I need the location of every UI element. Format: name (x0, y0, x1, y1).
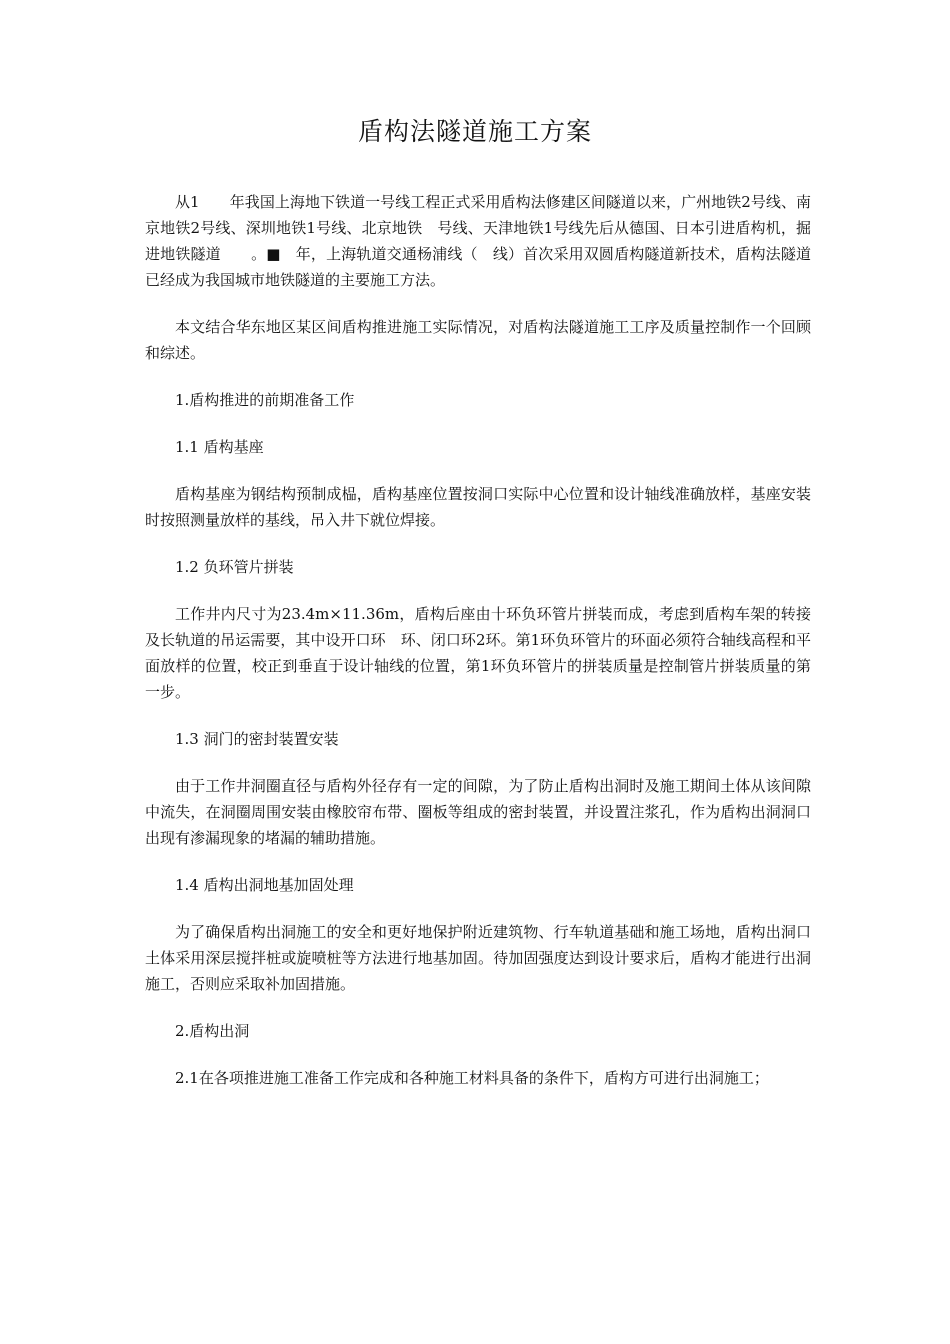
paragraph-2-1: 2.1在各项推进施工准备工作完成和各种施工材料具备的条件下，盾构方可进行出洞施工； (175, 1069, 769, 1087)
paragraph-1-1: 盾构基座为钢结构预制成榀，盾构基座位置按洞口实际中心位置和设计轴线准确放样，基座安装时按照测量放样的基线，吊入井下就位焊接。 (145, 485, 811, 529)
subsection-heading-1-1: 1.1 盾构基座 (175, 438, 264, 456)
document-title: 盾构法隧道施工方案 (357, 117, 592, 146)
subsection-heading-1-2: 1.2 负环管片拼装 (175, 558, 294, 576)
paragraph-1-4: 为了确保盾构出洞施工的安全和更好地保护附近建筑物、行车轨道基础和施工场地，盾构出洞口土体采用深层搅拌桩或旋喷桩等方法进行地基加固。待加固强度达到设计要求后，盾构才能进行出洞施工，否则应采取补加固措施。 (145, 923, 811, 993)
subsection-heading-1-3: 1.3 洞门的密封装置安装 (175, 730, 339, 748)
intro-paragraph: 从1 年我国上海地下铁道一号线工程正式采用盾构法修建区间隧道以来，广州地铁2号线、南京地铁2号线、深圳地铁1号线、北京地铁 号线、天津地铁1号线先后从德国、日本引进盾构机，掘进地铁隧道 。■ 年，上海轨道交通杨浦线（ 线）首次采用双圆盾构隧道新技术，盾构法隧道已经成为我国城市地铁隧道的主要施工方法。 (145, 193, 811, 289)
section-heading-2: 2.盾构出洞 (175, 1022, 250, 1040)
subsection-heading-1-4: 1.4 盾构出洞地基加固处理 (175, 876, 354, 894)
overview-paragraph: 本文结合华东地区某区间盾构推进施工实际情况，对盾构法隧道施工工序及质量控制作一个回顾和综述。 (145, 318, 811, 362)
document-body (145, 189, 811, 1112)
paragraph-1-3: 由于工作井洞圈直径与盾构外径存有一定的间隙，为了防止盾构出洞时及施工期间土体从该间隙中流失，在洞圈周围安装由橡胶帘布带、圈板等组成的密封装置，并设置注浆孔，作为盾构出洞洞口出现有渗漏现象的堵漏的辅助措施。 (145, 777, 811, 847)
paragraph-1-2: 工作井内尺寸为23.4m×11.36m，盾构后座由十环负环管片拼装而成，考虑到盾构车架的转接及长轨道的吊运需要，其中设开口环 环、闭口环2环。第1环负环管片的环面必须符合轴线高程和平面放样的位置，校正到垂直于设计轴线的位置，第1环负环管片的拼装质量是控制管片拼装质量的第一步。 (145, 605, 811, 701)
section-heading-1: 1.盾构推进的前期准备工作 (175, 391, 355, 409)
